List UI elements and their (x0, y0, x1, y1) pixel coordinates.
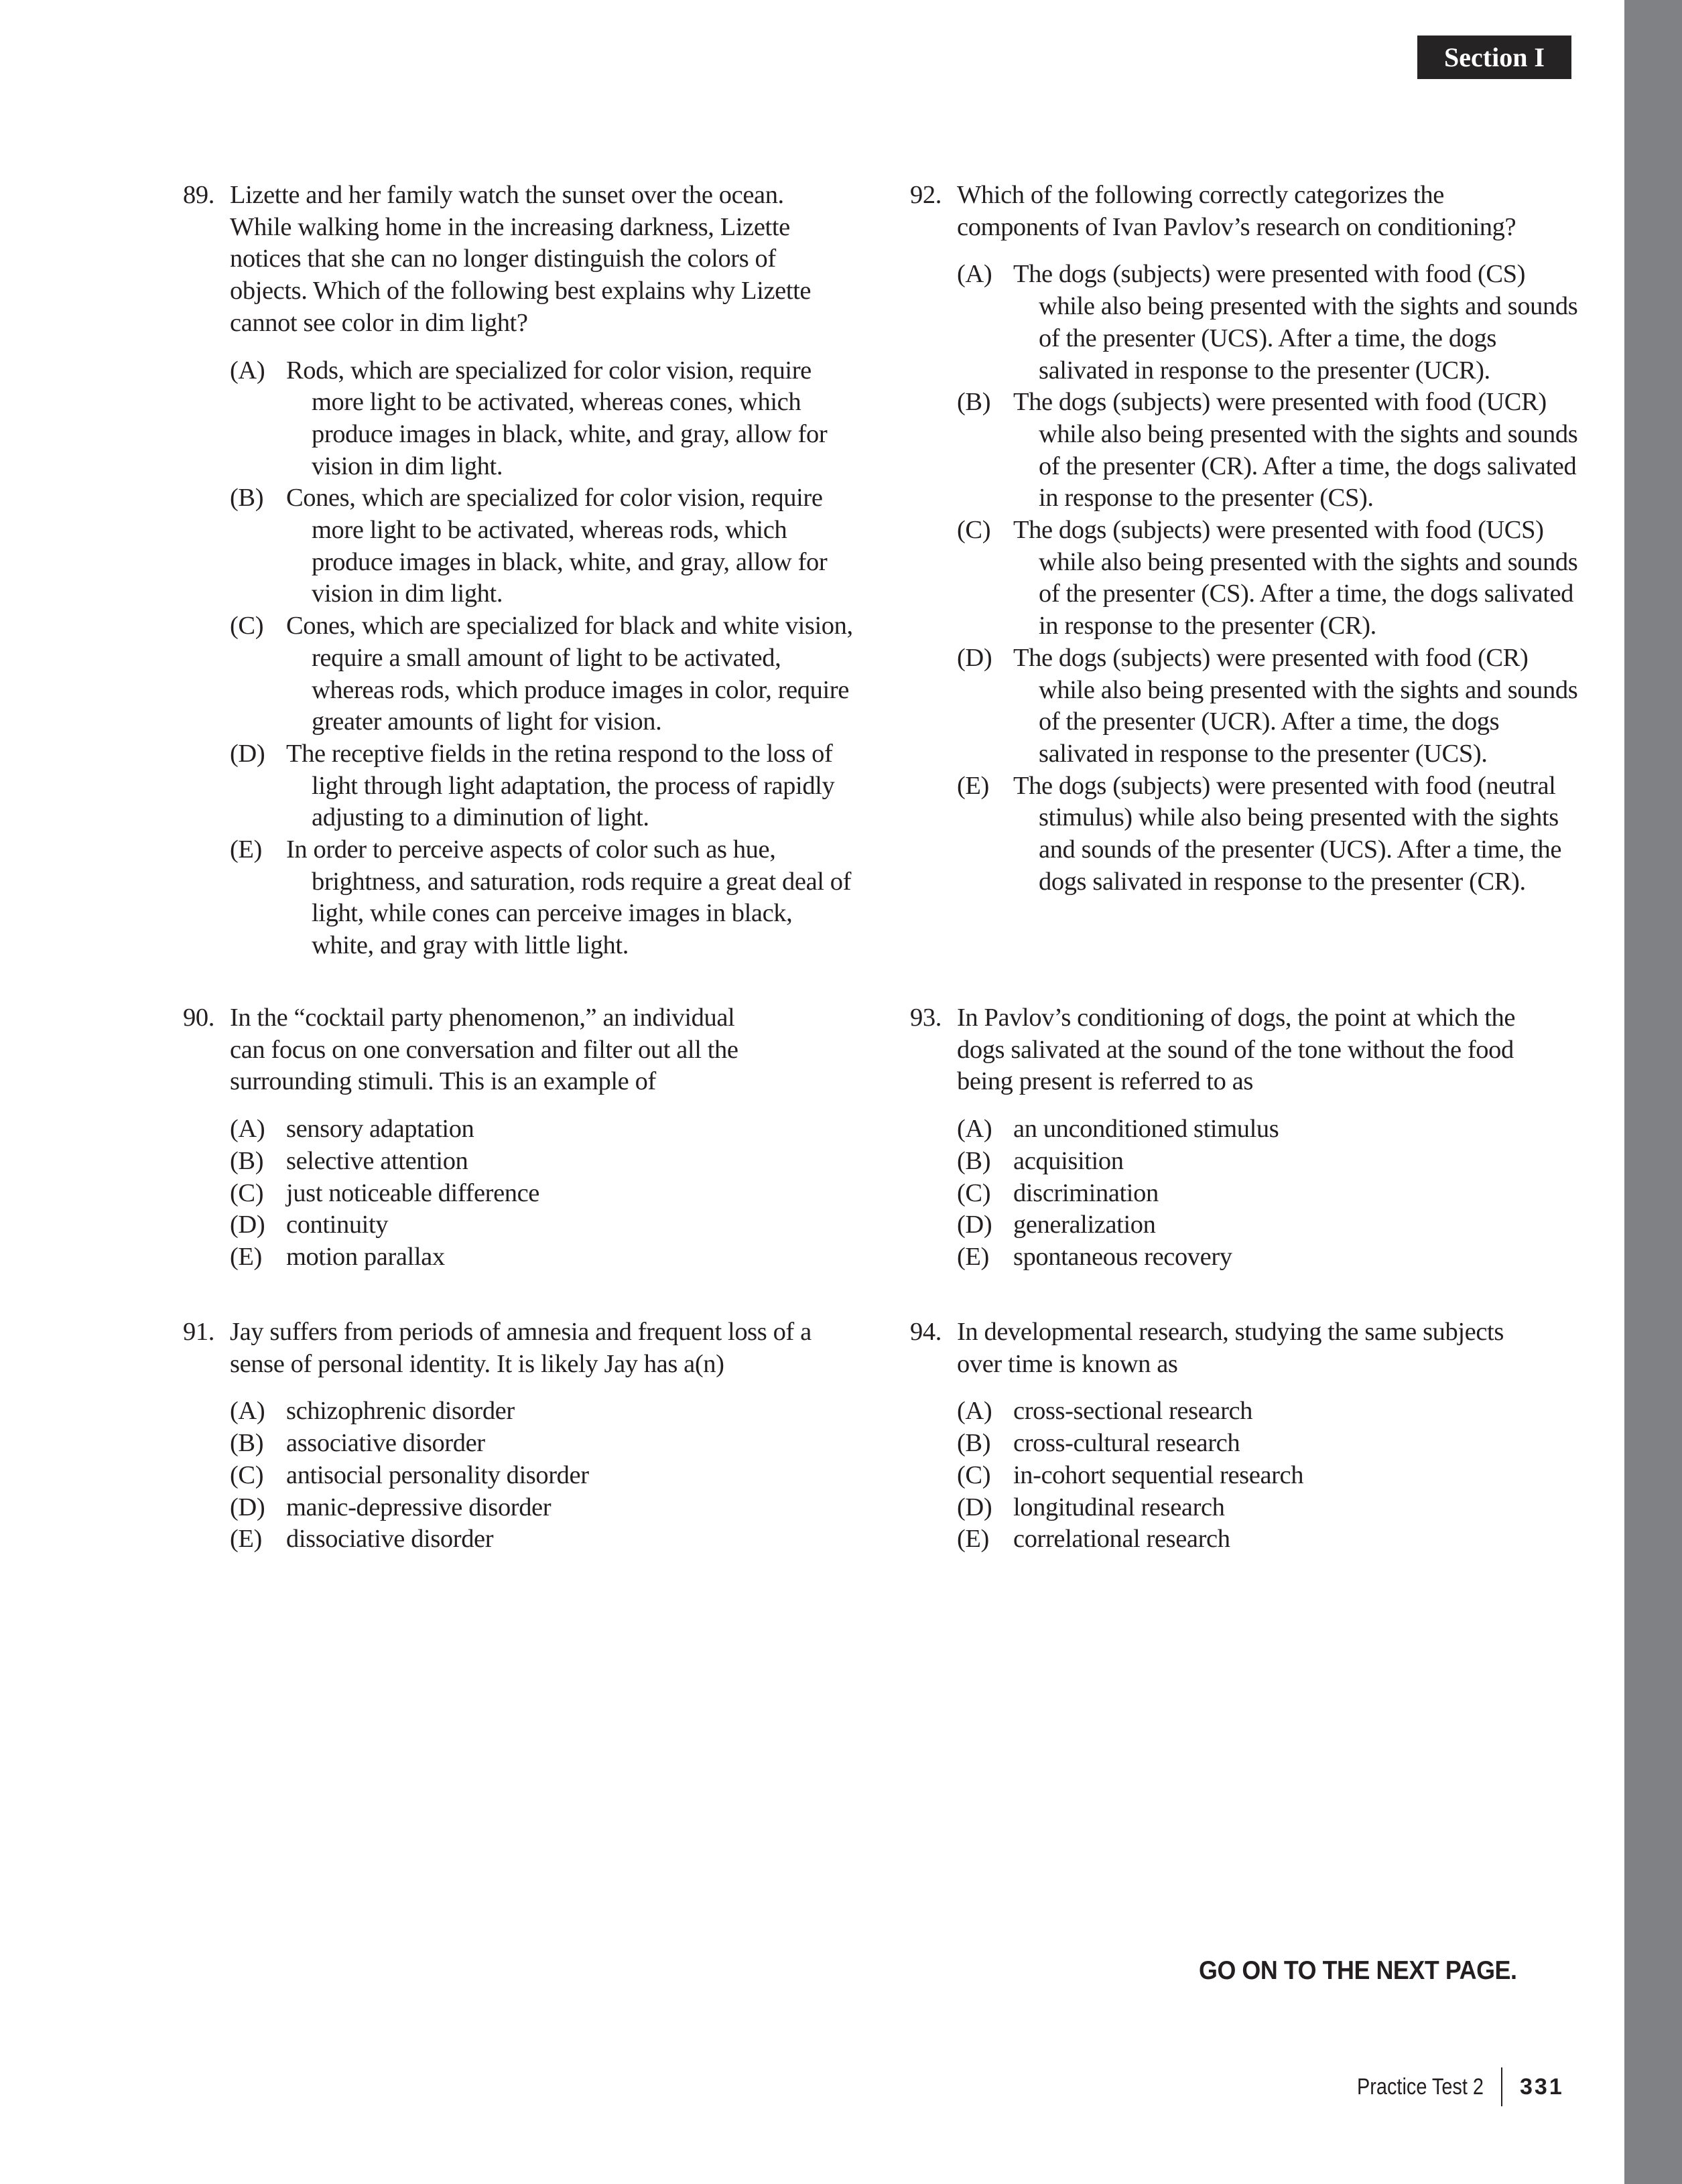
answer-choices (910, 1113, 1587, 1274)
choice-text: selective attention (286, 1146, 468, 1175)
choice-text: Cones, which are specialized for color vision, require more light to be activated, whereas rods, which produce images in black, white, and gray, allow for vision in dim light. (286, 484, 828, 608)
page-footer (1357, 2067, 1564, 2107)
question-number: 91. (183, 1318, 214, 1346)
answer-choice-b[interactable] (230, 482, 860, 610)
choice-letter: (D) (957, 643, 992, 672)
answer-choice-d[interactable] (230, 1492, 860, 1524)
stem-line: notices that she can no longer distinguish the colors of (230, 245, 776, 273)
choice-text: in-cohort sequential research (1013, 1460, 1304, 1489)
choice-text: Cones, which are specialized for black and white vision, require a small amount of light to be activated, whereas rods, which produce images in color, require greater amounts of light for vision. (286, 612, 853, 736)
answer-choice-e[interactable] (957, 1523, 1587, 1556)
choice-text: associative disorder (286, 1429, 485, 1458)
question-94 (910, 1316, 1587, 1556)
answer-choice-c[interactable] (957, 1460, 1587, 1492)
choice-text: just noticeable difference (286, 1178, 539, 1207)
choice-letter: (B) (230, 1429, 264, 1458)
choice-text: discrimination (1013, 1178, 1159, 1207)
choice-text: schizophrenic disorder (286, 1397, 515, 1426)
answer-choices (183, 1395, 860, 1556)
choice-text: cross-sectional research (1013, 1397, 1253, 1426)
question-stem (183, 1316, 860, 1380)
stem-line: components of Ivan Pavlov’s research on conditioning? (957, 212, 1516, 241)
choice-text: The dogs (subjects) were presented with food (UCS) while also being presented with the sights and sounds of the presenter (CS). After a time, the dogs salivated in response to the presenter (CR). (1013, 516, 1578, 640)
choice-letter: (E) (957, 1525, 989, 1554)
answer-choices (910, 1395, 1587, 1556)
choice-letter: (D) (230, 1211, 265, 1239)
stem-line: While walking home in the increasing darkness, Lizette (230, 212, 790, 241)
choice-letter: (A) (957, 1115, 992, 1144)
test-label: Practice Test 2 (1357, 2073, 1484, 2100)
answer-choice-a[interactable] (230, 355, 860, 483)
question-89 (183, 180, 860, 962)
choice-letter: (C) (957, 1178, 991, 1207)
choice-letter: (D) (957, 1493, 992, 1521)
choice-letter: (C) (230, 1460, 264, 1489)
choice-text: correlational research (1013, 1525, 1230, 1554)
answer-choice-d[interactable] (230, 1209, 860, 1241)
answer-choice-d[interactable] (957, 1209, 1587, 1241)
answer-choice-e[interactable] (230, 1241, 860, 1274)
choice-letter: (A) (957, 1397, 992, 1426)
question-90 (183, 1002, 860, 1274)
answer-choice-b[interactable] (957, 1428, 1587, 1460)
choice-letter: (A) (957, 260, 992, 289)
choice-text: The dogs (subjects) were presented with food (UCR) while also being presented with the sights and sounds of the presenter (CR). After a time, the dogs salivated in response to the presenter (CS). (1013, 388, 1578, 513)
answer-choices (183, 355, 860, 962)
question-stem (910, 1316, 1587, 1380)
stem-line: In developmental research, studying the same subjects (957, 1318, 1504, 1346)
choice-text: continuity (286, 1211, 389, 1239)
choice-letter: (A) (230, 1397, 265, 1426)
page-number: 331 (1520, 2073, 1564, 2100)
answer-choice-b[interactable] (957, 1146, 1587, 1178)
next-page-instruction: GO ON TO THE NEXT PAGE. (1199, 1956, 1517, 1985)
side-margin-band (1624, 0, 1682, 2184)
answer-choice-c[interactable] (957, 515, 1587, 642)
answer-choice-e[interactable] (230, 1523, 860, 1556)
stem-line: sense of personal identity. It is likely Jay has a(n) (230, 1349, 724, 1378)
question-91 (183, 1316, 860, 1556)
question-93 (910, 1002, 1587, 1274)
choice-letter: (B) (957, 1429, 991, 1458)
choice-letter: (C) (957, 1460, 991, 1489)
choice-letter: (E) (230, 1525, 262, 1554)
choice-text: spontaneous recovery (1013, 1242, 1232, 1271)
choice-text: antisocial personality disorder (286, 1460, 589, 1489)
choice-text: sensory adaptation (286, 1115, 474, 1144)
choice-text: manic-depressive disorder (286, 1493, 552, 1521)
answer-choice-e[interactable] (957, 770, 1587, 898)
answer-choice-d[interactable] (957, 1492, 1587, 1524)
choice-text: In order to perceive aspects of color such as hue, brightness, and saturation, rods require a great deal of light, while cones can perceive images in black, white, and gray with little light. (286, 835, 852, 960)
stem-line: over time is known as (957, 1349, 1178, 1378)
choice-letter: (C) (957, 516, 991, 545)
stem-line: being present is referred to as (957, 1067, 1253, 1096)
answer-choice-d[interactable] (230, 738, 860, 834)
footer-divider (1501, 2067, 1502, 2106)
answer-choices (183, 1113, 860, 1274)
stem-line: Which of the following correctly categorizes the (957, 181, 1444, 209)
answer-choice-c[interactable] (230, 1178, 860, 1210)
answer-choice-a[interactable] (957, 1113, 1587, 1146)
question-number: 89. (183, 181, 214, 209)
question-92 (910, 180, 1587, 898)
choice-letter: (E) (230, 835, 262, 864)
stem-line: In Pavlov’s conditioning of dogs, the point at which the (957, 1004, 1516, 1032)
answer-choices (910, 259, 1587, 898)
choice-letter: (D) (230, 1493, 265, 1521)
stem-line: objects. Which of the following best explains why Lizette (230, 277, 812, 305)
answer-choice-b[interactable] (957, 387, 1587, 515)
answer-choice-c[interactable] (230, 610, 860, 738)
choice-text: dissociative disorder (286, 1525, 494, 1554)
choice-letter: (B) (230, 1146, 264, 1175)
section-label: Section I (1417, 36, 1571, 79)
stem-line: can focus on one conversation and filter out all the (230, 1035, 738, 1064)
answer-choice-c[interactable] (957, 1178, 1587, 1210)
stem-line: In the “cocktail party phenomenon,” an individual (230, 1004, 735, 1032)
answer-choice-a[interactable] (230, 1113, 860, 1146)
choice-letter: (E) (230, 1242, 262, 1271)
choice-letter: (B) (230, 484, 264, 513)
answer-choice-e[interactable] (957, 1241, 1587, 1274)
answer-choice-a[interactable] (230, 1395, 860, 1428)
choice-text: cross-cultural research (1013, 1429, 1240, 1458)
choice-text: The dogs (subjects) were presented with food (neutral stimulus) while also being presented with the sights and sounds of the presenter (UCS). After a time, the dogs salivated in response to the presenter (CR). (1013, 771, 1562, 896)
choice-letter: (B) (957, 388, 991, 417)
question-number: 93. (910, 1004, 942, 1032)
answer-choice-d[interactable] (957, 642, 1587, 770)
answer-choice-a[interactable] (957, 259, 1587, 387)
question-number: 94. (910, 1318, 942, 1346)
stem-line: Jay suffers from periods of amnesia and frequent loss of a (230, 1318, 812, 1346)
choice-letter: (D) (957, 1211, 992, 1239)
answer-choice-c[interactable] (230, 1460, 860, 1492)
question-number: 92. (910, 181, 942, 209)
choice-text: Rods, which are specialized for color vision, require more light to be activated, whereas cones, which produce images in black, white, and gray, allow for vision in dim light. (286, 356, 828, 480)
question-stem (183, 1002, 860, 1098)
stem-line: surrounding stimuli. This is an example of (230, 1067, 656, 1096)
choice-text: an unconditioned stimulus (1013, 1115, 1279, 1144)
choice-letter: (C) (230, 612, 264, 640)
question-stem (910, 1002, 1587, 1098)
choice-letter: (B) (957, 1146, 991, 1175)
choice-text: The dogs (subjects) were presented with food (CS) while also being presented with the sights and sounds of the presenter (UCS). After a time, the dogs salivated in response to the presenter (UCR). (1013, 260, 1578, 385)
choice-text: The dogs (subjects) were presented with food (CR) while also being presented with the sights and sounds of the presenter (UCR). After a time, the dogs salivated in response to the presenter (UCS). (1013, 643, 1578, 768)
choice-letter: (E) (957, 771, 989, 800)
choice-letter: (C) (230, 1178, 264, 1207)
stem-line: cannot see color in dim light? (230, 308, 528, 337)
question-stem (183, 180, 860, 340)
choice-text: The receptive fields in the retina respond to the loss of light through light adaptation, the process of rapidly adjusting to a diminution of light. (286, 739, 835, 832)
choice-letter: (A) (230, 356, 265, 385)
choice-text: motion parallax (286, 1242, 445, 1271)
answer-choice-b[interactable] (230, 1146, 860, 1178)
question-stem (910, 180, 1587, 243)
choice-letter: (A) (230, 1115, 265, 1144)
choice-text: generalization (1013, 1211, 1156, 1239)
answer-choice-b[interactable] (230, 1428, 860, 1460)
choice-text: longitudinal research (1013, 1493, 1225, 1521)
stem-line: dogs salivated at the sound of the tone without the food (957, 1035, 1514, 1064)
stem-line: Lizette and her family watch the sunset over the ocean. (230, 181, 784, 209)
answer-choice-a[interactable] (957, 1395, 1587, 1428)
choice-letter: (E) (957, 1242, 989, 1271)
choice-text: acquisition (1013, 1146, 1124, 1175)
choice-letter: (D) (230, 739, 265, 768)
question-number: 90. (183, 1004, 214, 1032)
answer-choice-e[interactable] (230, 834, 860, 962)
